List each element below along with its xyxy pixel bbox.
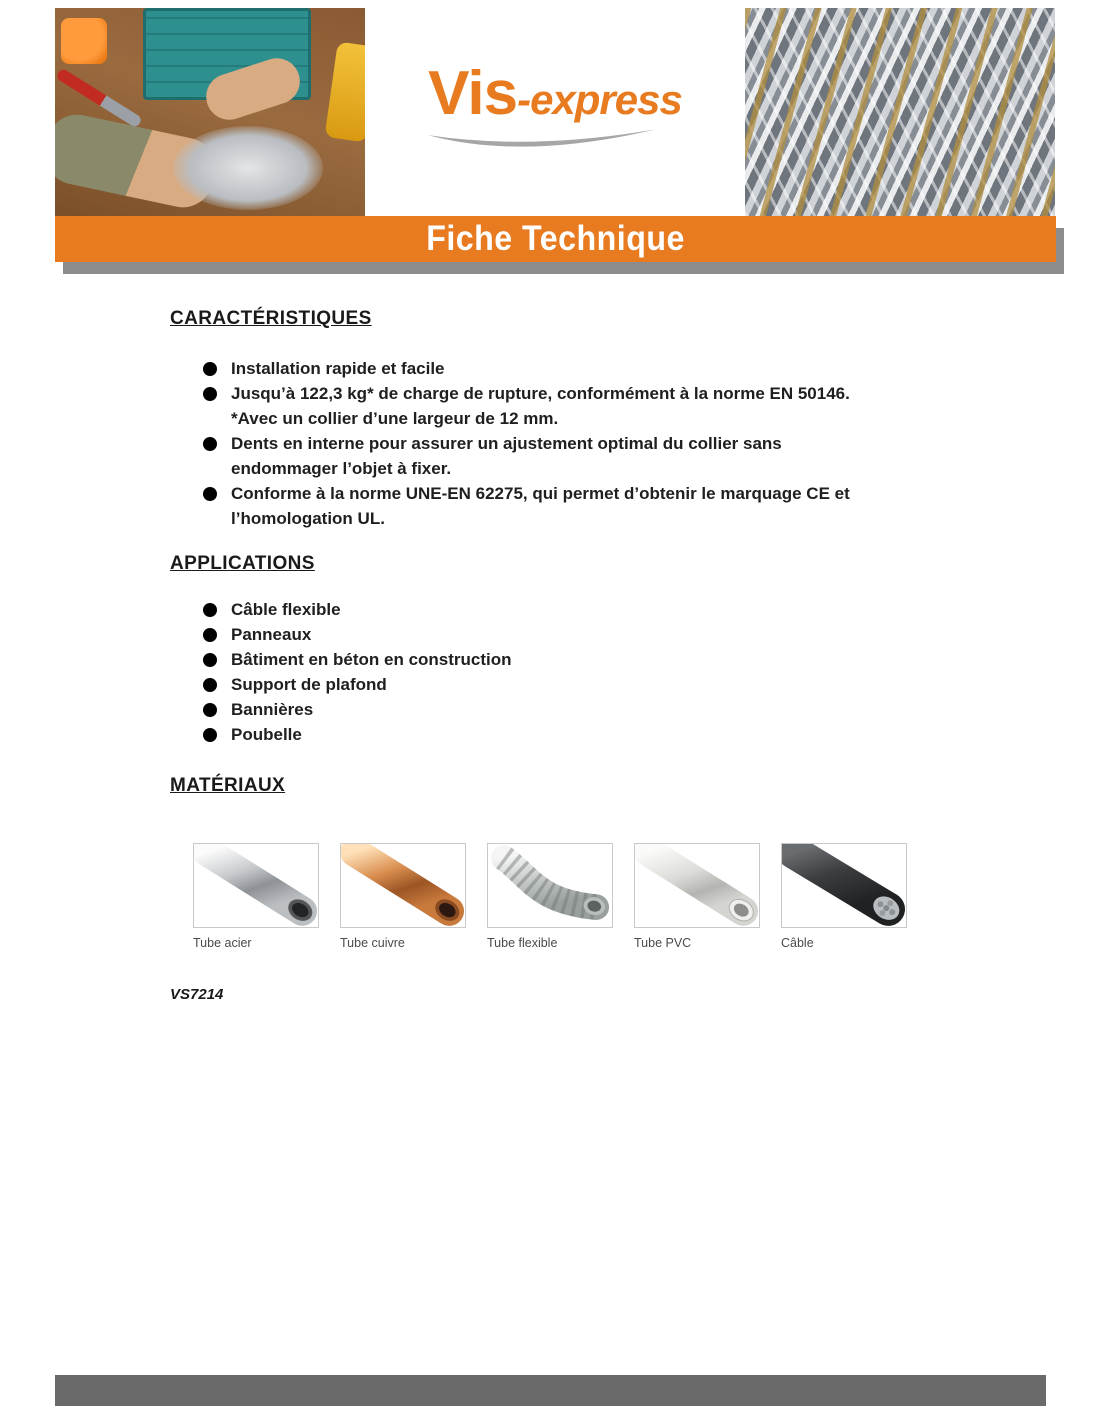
bullet-line: Dents en interne pour assurer un ajustement optimal du collier sans xyxy=(231,434,782,453)
header-photo-workbench xyxy=(55,8,365,216)
bullet-icon xyxy=(203,678,217,692)
bullet-line: *Avec un collier d’une largeur de 12 mm. xyxy=(231,409,559,428)
list-item xyxy=(203,356,983,381)
bullet-line: endommager l’objet à fixer. xyxy=(231,459,452,478)
caracteristiques-list xyxy=(203,356,983,531)
list-item xyxy=(203,622,803,647)
logo-text-vis: Vis xyxy=(428,59,518,128)
bullet-line: Panneaux xyxy=(231,625,312,644)
bullet-icon xyxy=(203,387,217,401)
material-caption: Tube flexible xyxy=(487,936,558,950)
material-caption: Tube acier xyxy=(193,936,252,950)
page-title: Fiche Technique xyxy=(426,219,685,258)
material-caption: Câble xyxy=(781,936,814,950)
material-card-cable xyxy=(781,843,907,950)
document-code: VS7214 xyxy=(170,986,224,1003)
photo-detail-tool xyxy=(325,42,365,143)
bullet-line: Câble flexible xyxy=(231,600,341,619)
bullet-icon xyxy=(203,628,217,642)
bullet-icon xyxy=(203,362,217,376)
bullet-line: Jusqu’à 122,3 kg* de charge de rupture, conformément à la norme EN 50146. xyxy=(231,384,850,403)
material-caption: Tube PVC xyxy=(634,936,692,950)
logo-area xyxy=(365,8,745,216)
list-item xyxy=(203,647,803,672)
list-item xyxy=(203,722,803,747)
list-item xyxy=(203,481,983,531)
bullet-line: Support de plafond xyxy=(231,675,387,694)
section-title-caracteristiques: CARACTÉRISTIQUES xyxy=(170,308,372,329)
bullet-icon xyxy=(203,487,217,501)
section-title-applications: APPLICATIONS xyxy=(170,553,315,574)
list-item xyxy=(203,597,803,622)
footer-bar xyxy=(55,1375,1046,1406)
bullet-icon xyxy=(203,653,217,667)
logo-text-express: -express xyxy=(517,76,682,123)
list-item xyxy=(203,381,983,431)
bullet-line: Poubelle xyxy=(231,725,302,744)
material-card-tube-pvc xyxy=(634,843,760,950)
material-card-tube-acier xyxy=(193,843,319,950)
photo-detail-tape-measure xyxy=(61,18,107,64)
bullet-icon xyxy=(203,603,217,617)
list-item xyxy=(203,697,803,722)
bullet-line: Bâtiment en béton en construction xyxy=(231,650,512,669)
bullet-line: Installation rapide et facile xyxy=(231,359,445,378)
photo-detail-screw-pile xyxy=(173,126,323,210)
material-caption: Tube cuivre xyxy=(340,936,405,950)
tube-pvc-image xyxy=(634,843,760,928)
bullet-icon xyxy=(203,703,217,717)
header-photo-screws xyxy=(745,8,1055,216)
section-title-materiaux: MATÉRIAUX xyxy=(170,775,286,796)
bullet-line: Bannières xyxy=(231,700,314,719)
bullet-icon xyxy=(203,437,217,451)
list-item xyxy=(203,431,983,481)
title-banner xyxy=(55,216,1056,262)
cable-image xyxy=(781,843,907,928)
logo-swoosh-icon xyxy=(424,127,660,161)
tube-acier-image xyxy=(193,843,319,928)
applications-list xyxy=(203,597,803,747)
list-item xyxy=(203,672,803,697)
brand-logo xyxy=(428,59,682,128)
bullet-icon xyxy=(203,728,217,742)
bullet-line: l’homologation UL. xyxy=(231,509,385,528)
tube-flexible-image xyxy=(487,843,613,928)
material-card-tube-cuivre xyxy=(340,843,466,950)
material-card-tube-flexible xyxy=(487,843,613,950)
bullet-line: Conforme à la norme UNE-EN 62275, qui permet d’obtenir le marquage CE et xyxy=(231,484,850,503)
tube-cuivre-image xyxy=(340,843,466,928)
materials-row xyxy=(193,843,907,950)
